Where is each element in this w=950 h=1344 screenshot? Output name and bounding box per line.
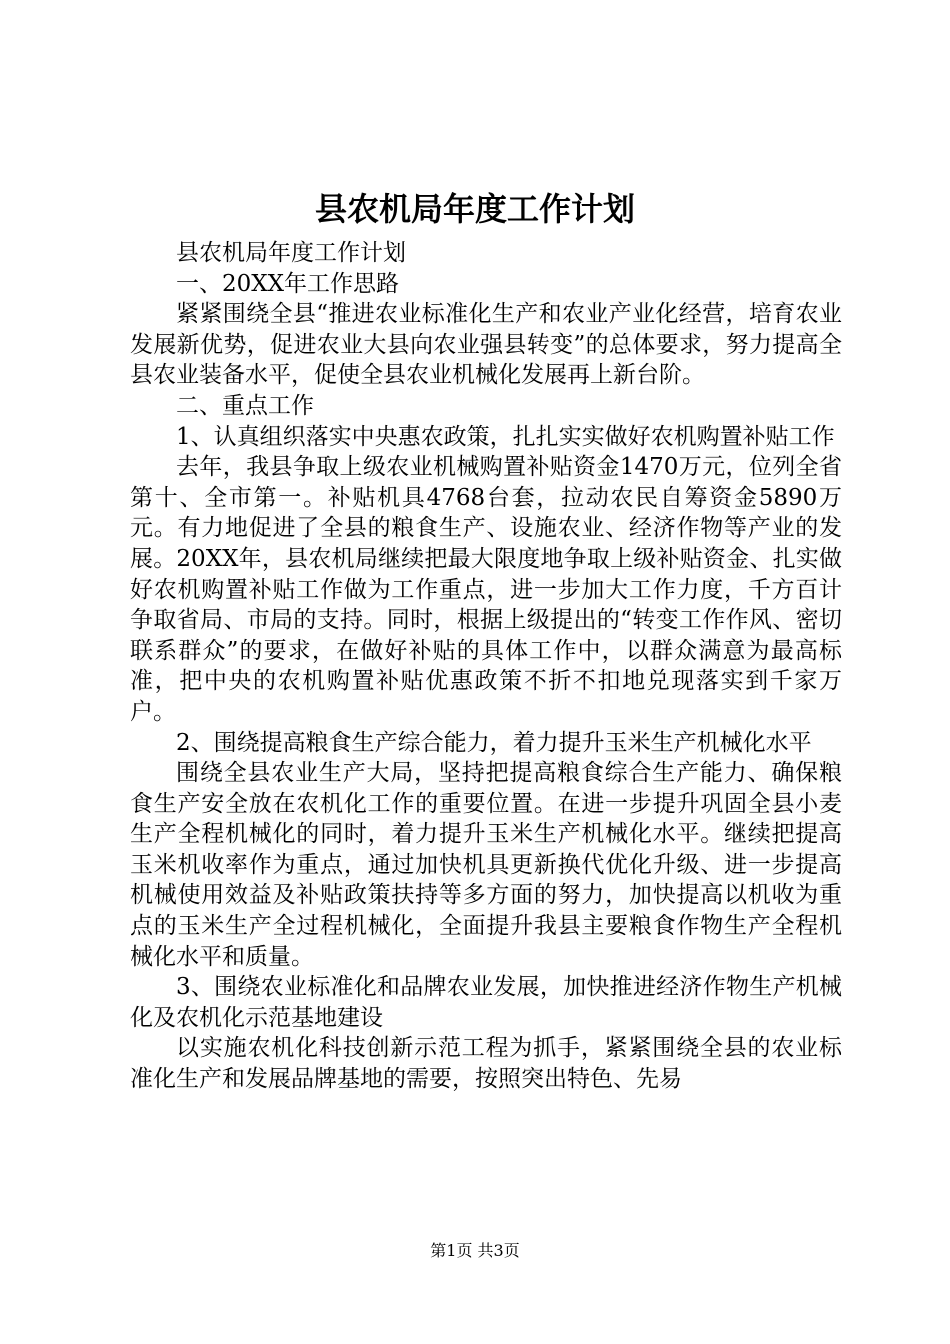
heading-item-1: 1、认真组织落实中央惠农政策，扎扎实实做好农机购置补贴工作: [176, 423, 835, 450]
paragraph-item-3: 以实施农机化科技创新示范工程为抓手，紧紧围绕全县的农业标准化生产和发展品牌基地的需要，按照突出特色、先易: [130, 1035, 842, 1093]
heading-item-2: 2、围绕提高粮食生产综合能力，着力提升玉米生产机械化水平: [176, 729, 812, 756]
page-number-footer: 第1页 共3页: [430, 1241, 520, 1260]
heading-key-work: 二、重点工作: [176, 392, 314, 419]
heading-work-ideas: 一、20XX年工作思路: [176, 270, 400, 297]
paragraph-subtitle: 县农机局年度工作计划: [176, 240, 406, 266]
document-title: 县农机局年度工作计划: [314, 190, 635, 228]
paragraph-item-2: 围绕全县农业生产大局，坚持把提高粮食综合生产能力、确保粮食生产安全放在农机化工作的重要位置。在进一步提升巩固全县小麦生产全程机械化的同时，着力提升玉米生产机械化水平。继续把提高玉米机收率作为重点，通过加快机具更新换代优化升级、进一步提高机械使用效益及补贴政策扶持等多方面的努力，加快提高以机收为重点的玉米生产全过程机械化，全面提升我县主要粮食作物生产全程机械化水平和质量。: [130, 760, 842, 970]
heading-item-3: 3、围绕农业标准化和品牌农业发展，加快推进经济作物生产机械化及农机化示范基地建设: [130, 974, 842, 1031]
paragraph-item-1: 去年，我县争取上级农业机械购置补贴资金1470万元，位列全省第十、全市第一。补贴机具4768台套，拉动农民自筹资金5890万元。有力地促进了全县的粮食生产、设施农业、经济作物等产业的发展。20XX年，县农机局继续把最大限度地争取上级补贴资金、扎实做好农机购置补贴工作做为工作重点，进一步加大工作力度，千方百计争取省局、市局的支持。同时，根据上级提出的“转变工作作风、密切联系群众”的要求，在做好补贴的具体工作中，以群众满意为最高标准，把中央的农机购置补贴优惠政策不折不扣地兑现落实到千家万户。: [130, 454, 842, 725]
paragraph-work-ideas: 紧紧围绕全县“推进农业标准化生产和农业产业化经营，培育农业发展新优势，促进农业大县向农业强县转变”的总体要求，努力提高全县农业装备水平，促使全县农业机械化发展再上新台阶。: [130, 301, 842, 389]
document-body: [130, 238, 842, 1095]
